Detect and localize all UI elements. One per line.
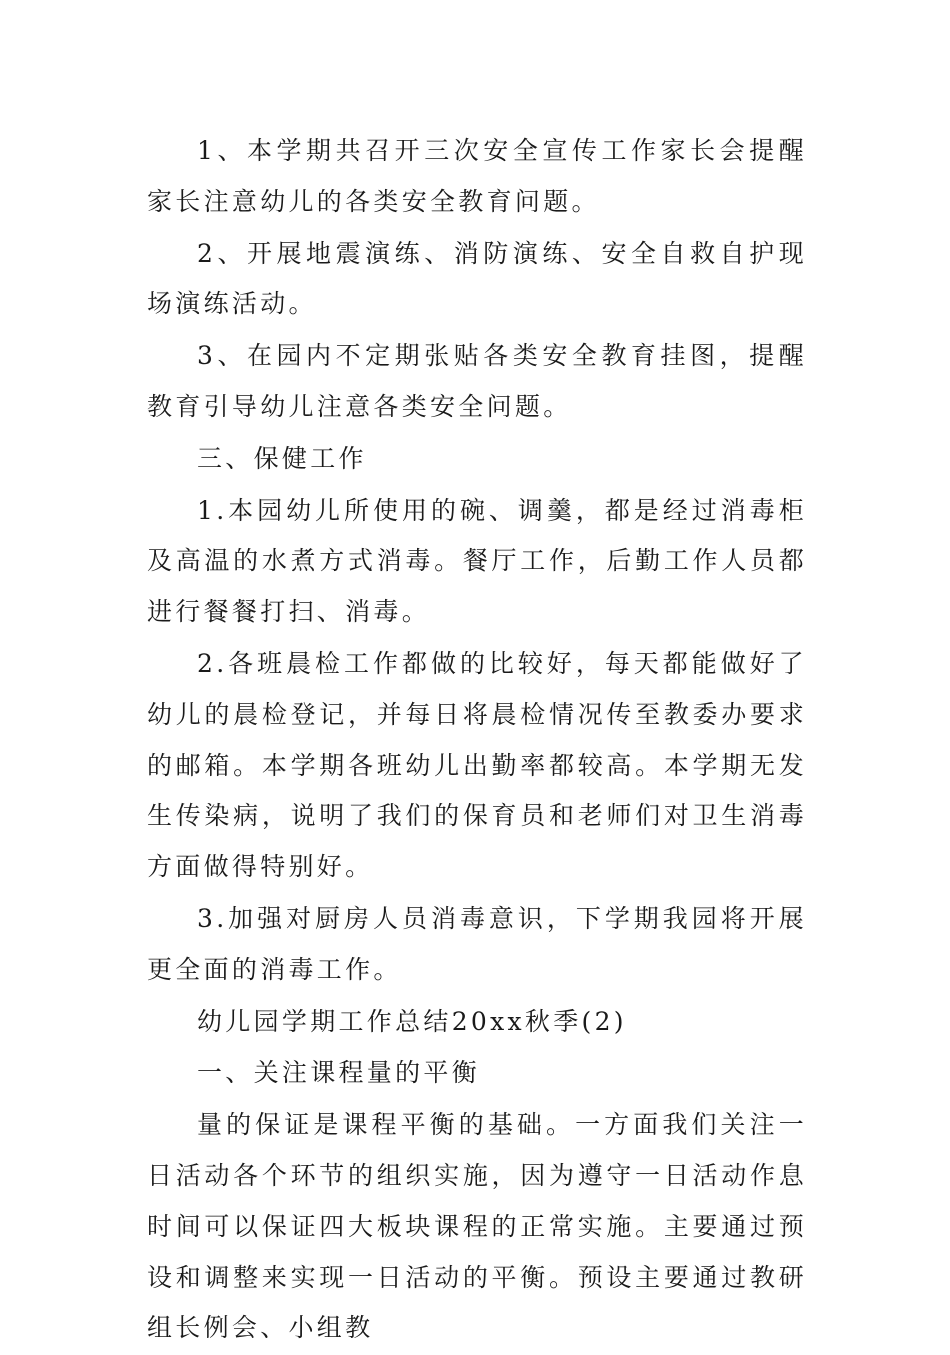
paragraph-kitchen-disinfection: 3.加强对厨房人员消毒意识，下学期我园将开展更全面的消毒工作。 xyxy=(147,903,807,984)
paragraph-safety-parent-meetings: 1、本学期共召开三次安全宣传工作家长会提醒家长注意幼儿的各类安全教育问题。 xyxy=(147,136,807,216)
document-body xyxy=(147,126,807,1355)
paragraph-drills: 2、开展地震演练、消防演练、安全自救自护现场演练活动。 xyxy=(147,238,807,319)
section-heading-curriculum-balance: 一、关注课程量的平衡 xyxy=(197,1058,481,1088)
paragraph-curriculum-balance: 量的保证是课程平衡的基础。一方面我们关注一日活动各个环节的组织实施，因为遵守一日活动作息时间可以保证四大板块课程的正常实施。主要通过预设和调整来实现一日活动的平衡。预设主要通过教研组长例会、小组教 xyxy=(147,1110,807,1343)
section-heading-health-care: 三、保健工作 xyxy=(197,443,367,473)
paragraph-safety-posters: 3、在园内不定期张贴各类安全教育挂图，提醒教育引导幼儿注意各类安全问题。 xyxy=(147,341,807,421)
document-section-title: 幼儿园学期工作总结20xx秋季(2) xyxy=(197,1006,627,1036)
paragraph-morning-check: 2.各班晨检工作都做的比较好，每天都能做好了幼儿的晨检登记，并每日将晨检情况传至教委办要求的邮箱。本学期各班幼儿出勤率都较高。本学期无发生传染病，说明了我们的保育员和老师们对卫生消毒方面做得特别好。 xyxy=(147,648,807,882)
paragraph-tableware-disinfection: 1.本园幼儿所使用的碗、调羹，都是经过消毒柜及高温的水煮方式消毒。餐厅工作，后勤工作人员都进行餐餐打扫、消毒。 xyxy=(147,495,807,627)
